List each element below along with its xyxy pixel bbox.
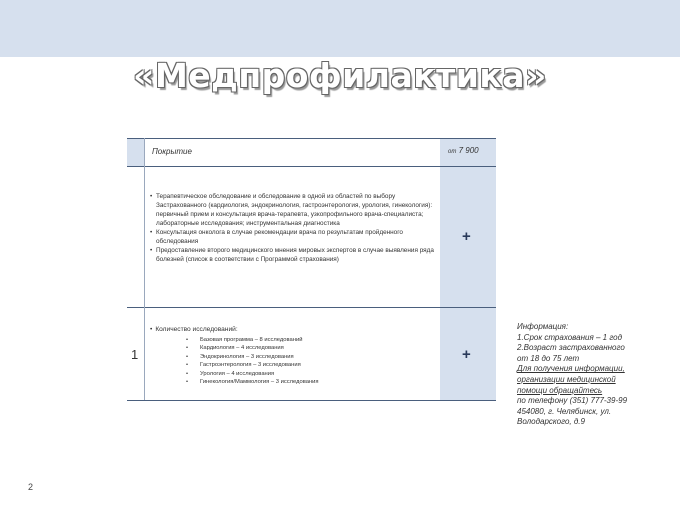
info-line: 1.Срок страхования – 1 год [517, 332, 623, 342]
info-line: Для получения информации, [517, 364, 625, 374]
info-line: от 18 до 75 лет [517, 353, 580, 363]
included-mark: + [462, 228, 471, 245]
table-bottom-border [127, 400, 496, 401]
studies-item: • Эндокринология – 3 исследования [186, 353, 319, 361]
coverage-header: Покрытие [152, 147, 192, 156]
info-phone-line: по телефону (351) 777-39-99 [517, 396, 628, 406]
table-column-divider [144, 138, 145, 400]
studies-item: • Гинекология/Маммология – 3 исследования [186, 378, 319, 386]
price-header [448, 146, 479, 155]
studies-count-heading: • Количество исследований: [150, 326, 238, 333]
info-line: 454080, г. Челябинск, ул. [517, 406, 612, 416]
included-mark: + [462, 346, 471, 363]
top-banner [0, 0, 680, 57]
info-block [517, 322, 679, 428]
price-value: 7 900 [458, 146, 479, 155]
studies-item: • Урология – 4 исследования [186, 370, 319, 378]
row-number-column [127, 138, 144, 167]
coverage-item: • Терапевтическое обследование и обследование в одной из областей по выбору Застрахованного (кардиология, эндокринология, гастроэнтерология, урология, гинекология): первичный прием и консультация врача-терапевта, узкопрофильного врача-специалиста; лабораторные исследования; инструментальная диагностика [150, 192, 434, 228]
table-header-border [127, 166, 496, 167]
page-number: 2 [28, 482, 34, 492]
studies-item: • Базовая программа – 8 исследований [186, 336, 319, 344]
info-line: Информация: [517, 322, 569, 331]
coverage-list [150, 192, 434, 264]
coverage-item: • Консультация онколога в случае рекомендации врача по результатам пройденного обследования [150, 228, 434, 246]
table-row-divider [127, 307, 496, 308]
info-line: 2.Возраст застрахованного [517, 343, 625, 353]
coverage-item: • Предоставление второго медицинского мнения мировых экспертов в случае выявления ряда болезней (список в соответствии с Программой страхования) [150, 246, 434, 264]
page-title: «Медпрофилактика» [133, 56, 547, 95]
studies-list [186, 336, 319, 386]
info-line: помощи обращайтесь [517, 385, 603, 395]
row-number: 1 [131, 347, 139, 362]
table-top-border [127, 138, 496, 139]
info-line: организации медицинской [517, 374, 616, 384]
studies-item: • Кардиология – 4 исследования [186, 344, 319, 352]
info-line: Володарского, д.9 [517, 417, 585, 427]
price-prefix: от [448, 149, 457, 155]
studies-item: • Гастроэнтерология – 3 исследования [186, 361, 319, 369]
